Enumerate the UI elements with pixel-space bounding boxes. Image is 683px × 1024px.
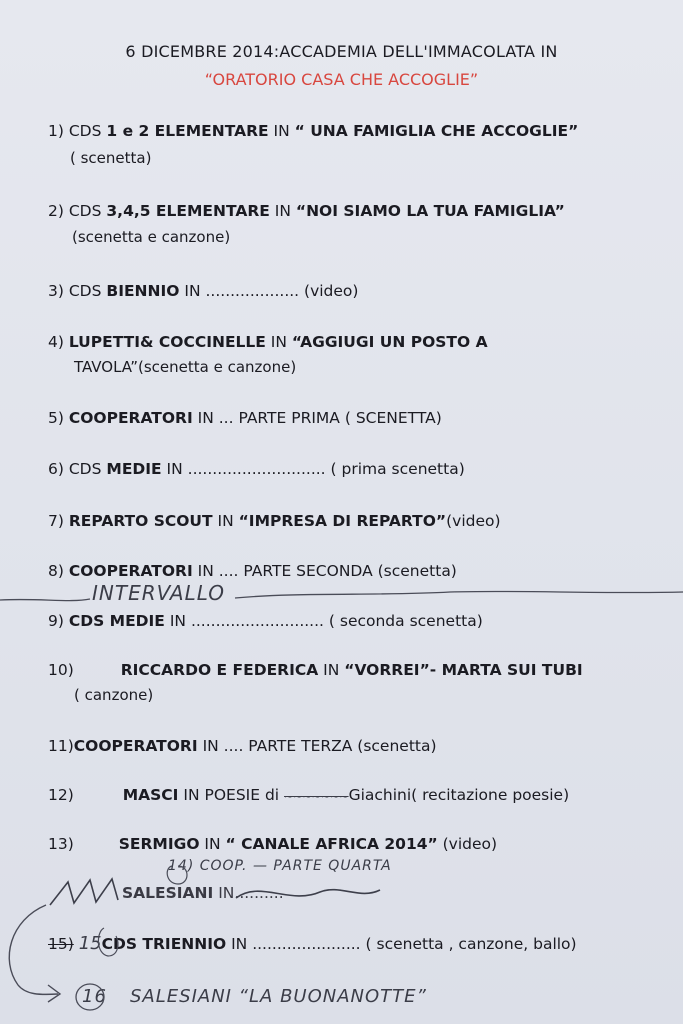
item-in: IN (197, 737, 224, 755)
item-group: RICCARDO E FEDERICA (120, 661, 319, 679)
scribble-circle (167, 866, 187, 884)
item-group: COOPERATORI (68, 562, 193, 580)
item-detail: Giachini( recitazione poesie) (348, 786, 570, 804)
item-group: MEDIE (106, 460, 162, 478)
item-detail: ........................... ( seconda scenetta) (190, 612, 483, 630)
item-detail: (video) (437, 835, 498, 853)
item-prefix: CDS (68, 202, 107, 220)
item-in: IN POESIE di (178, 786, 285, 804)
handwritten-item-text: SALESIANI “LA BUONANOTTE” (130, 986, 427, 1007)
item-detail: .... PARTE SECONDA (scenetta) (218, 562, 457, 580)
item-group: COOPERATORI (68, 409, 193, 427)
item-number: 4) (48, 333, 64, 351)
handwritten-renumber: 15 (78, 933, 102, 954)
number-circle (76, 984, 104, 1010)
item-title: “ CANALE AFRICA 2014” (225, 835, 438, 853)
item-detail: ................... (video) (205, 282, 359, 300)
item-number: 1) (48, 122, 64, 140)
item-number: 15) (48, 935, 74, 953)
item-number: 10) (48, 661, 74, 679)
item-prefix: CDS (68, 282, 107, 300)
scribble-crossout (50, 879, 380, 905)
item-in: IN (269, 202, 296, 220)
handwritten-coop-note: 14) COOP. — PARTE QUARTA (168, 858, 392, 874)
item-number: 9) (48, 612, 64, 630)
item-title: “AGGIUGI UN POSTO A (291, 333, 488, 351)
item-group: CDS MEDIE (68, 612, 165, 630)
renumber-bracket (98, 928, 118, 956)
item-in: IN (164, 612, 191, 630)
handwritten-intervallo: INTERVALLO (92, 581, 226, 605)
item-group: REPARTO SCOUT (68, 512, 213, 530)
item-number: 2) (48, 202, 64, 220)
item-in: IN (268, 122, 295, 140)
item-detail: IN ...................... ( scenetta , canzone, ballo) (226, 935, 577, 953)
item-title: “ UNA FAMIGLIA CHE ACCOGLIE” (294, 122, 579, 140)
item-group: MASCI (122, 786, 179, 804)
item-note: TAVOLA”(scenetta e canzone) (74, 358, 297, 376)
item-in: IN (199, 835, 226, 853)
item-group: 1 e 2 ELEMENTARE (106, 122, 269, 140)
item-group: SERMIGO (118, 835, 200, 853)
item-in: IN (192, 409, 219, 427)
item-in: IN (161, 460, 188, 478)
item-prefix: CDS (68, 460, 107, 478)
item-detail: ... PARTE PRIMA ( SCENETTA) (218, 409, 442, 427)
document-title: 6 DICEMBRE 2014:ACCADEMIA DELL'IMMACOLATA IN (125, 42, 558, 61)
item-number: 5) (48, 409, 64, 427)
item-number: 6) (48, 460, 64, 478)
intervallo-line (0, 591, 683, 600)
item-title: TRIENNIO (137, 935, 227, 953)
item-in: IN (318, 661, 345, 679)
item-group: BIENNIO (106, 282, 180, 300)
item-in: IN (192, 562, 219, 580)
item-title: “NOI SIAMO LA TUA FAMIGLIA” (295, 202, 565, 220)
item-number: 3) (48, 282, 64, 300)
item-number: 12) (48, 786, 74, 804)
item-in: IN (213, 884, 235, 902)
item-number: 11) (48, 737, 74, 755)
item-in: IN (179, 282, 206, 300)
item-detail: (video) (446, 512, 501, 530)
item-group: CDS (101, 935, 138, 953)
item-group: SALESIANI (122, 884, 214, 902)
item-note: ( canzone) (74, 686, 154, 704)
item-group: COOPERATORI (73, 737, 198, 755)
item-number: 8) (48, 562, 64, 580)
item-note: (scenetta e canzone) (72, 228, 231, 246)
item-detail: ............................ ( prima scenetta) (187, 460, 465, 478)
item-note: ( scenetta) (70, 149, 152, 167)
item-title: “VORREI”- MARTA SUI TUBI (344, 661, 583, 679)
arrow-curve (9, 905, 58, 994)
item-detail: .......... (234, 884, 284, 902)
document-subtitle: “ORATORIO CASA CHE ACCOGLIE” (204, 70, 479, 89)
item-group: LUPETTI& COCCINELLE (68, 333, 266, 351)
item-prefix: CDS (68, 122, 107, 140)
item-detail: .... PARTE TERZA (scenetta) (223, 737, 437, 755)
item-number: 13) (48, 835, 74, 853)
item-title: “IMPRESA DI REPARTO” (238, 512, 447, 530)
scribbled-name: ~~~~~~~ (284, 790, 349, 803)
item-in: IN (212, 512, 239, 530)
item-number: 7) (48, 512, 64, 530)
item-group: 3,4,5 ELEMENTARE (106, 202, 270, 220)
handwritten-item-number: 16 (82, 986, 107, 1007)
item-in: IN (265, 333, 292, 351)
